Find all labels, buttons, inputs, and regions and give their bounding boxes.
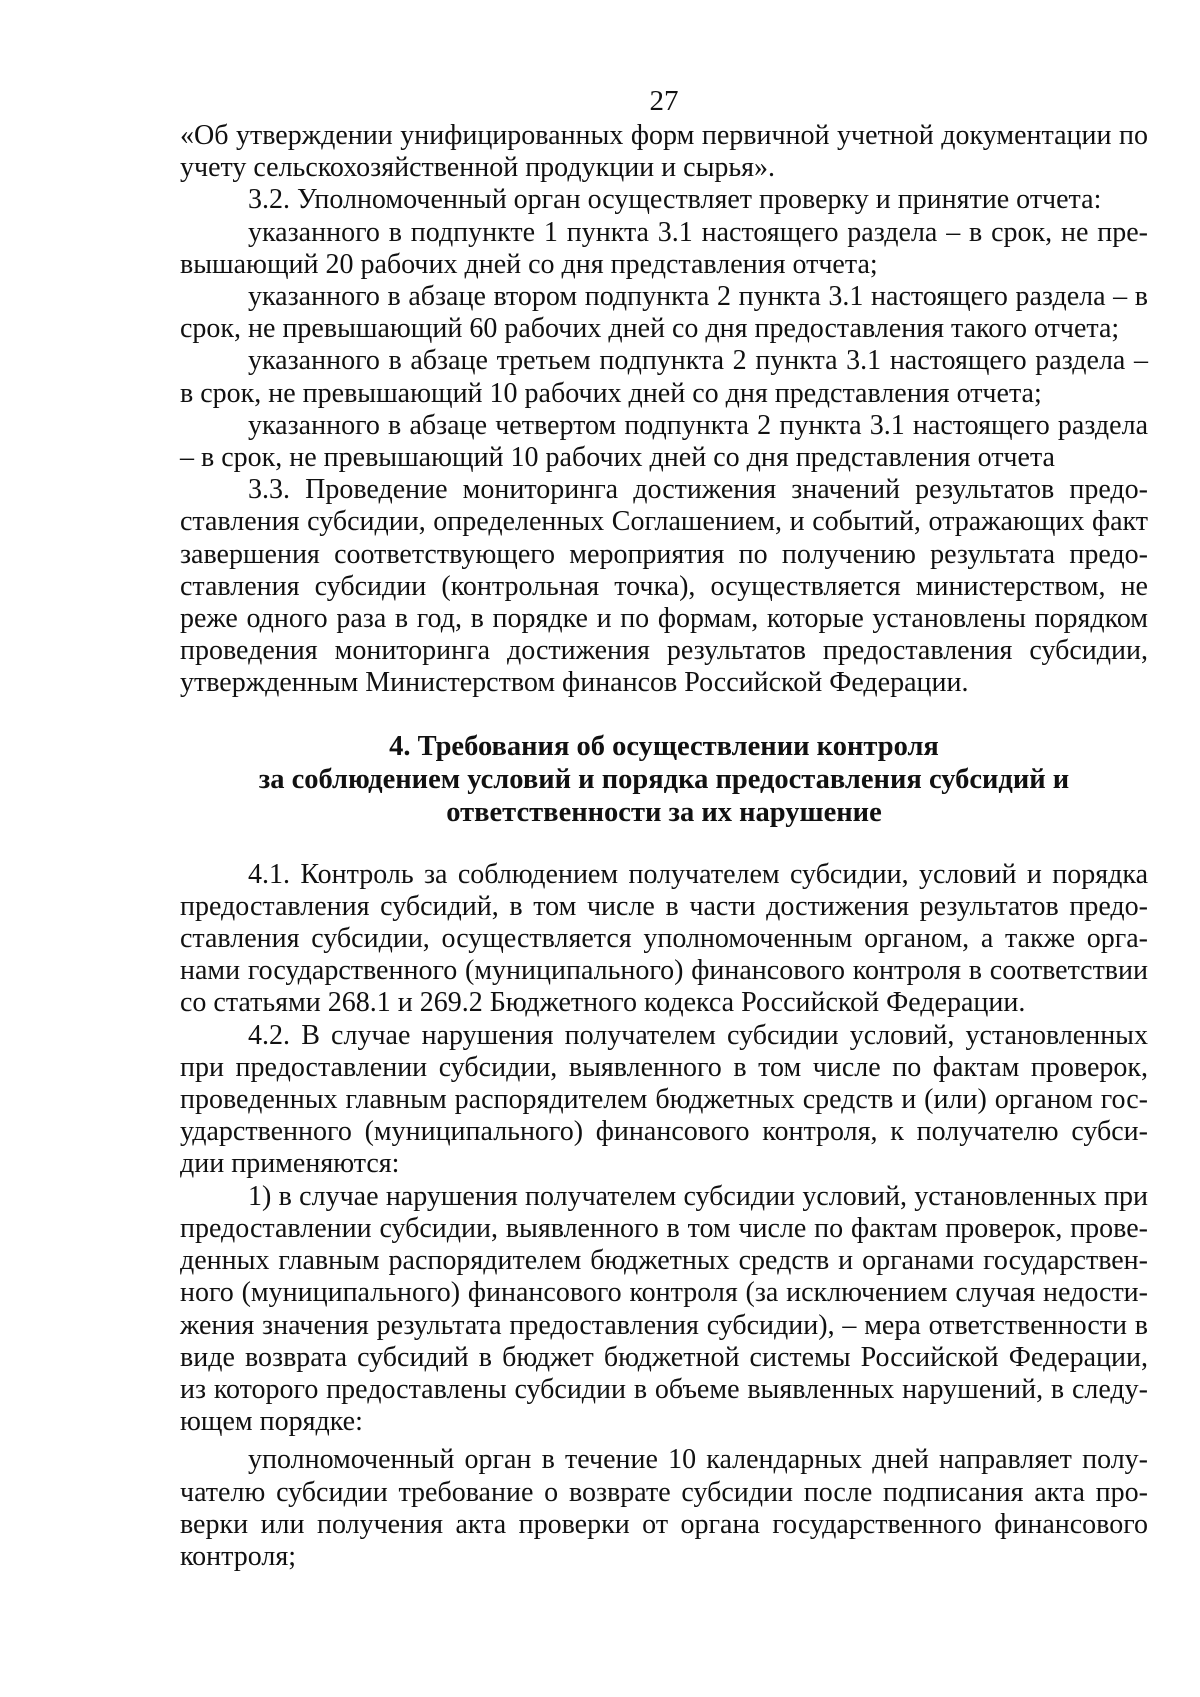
paragraph-3-2-item-3: указанного в абзаце третьем подпункта 2 пункта 3.1 настоящего раздела – в срок, не превышающий 10 рабочих дней со дня представления отчета; [180,345,1148,409]
document-body [180,120,1148,1573]
section-heading [180,730,1148,829]
paragraph-3-2: 3.2. Уполномоченный орган осуществляет проверку и принятие отчета: [248,184,1102,216]
section-heading-line-2: за соблюдением условий и порядка предоставления субсидий и [258,763,1070,795]
paragraph-4-1: 4.1. Контроль за соблюдением получателем субсидии, условий и порядка предоставления субсидий, в том числе в части достижения результатов предоставления субсидии, осуществляется уполномоченным органом, а также органами государственного (муниципального) финансового контроля в соответствии со статьями 268.1 и 269.2 Бюджетного кодекса Российской Федерации. [180,858,1148,1019]
heading-spacer [180,829,1148,859]
paragraph-3-2-item-1: указанного в подпункте 1 пункта 3.1 настоящего раздела – в срок, не превышающий 20 рабочих дней со дня представления отчета; [180,216,1148,280]
section-heading-line-1: 4. Требования об осуществлении контроля [389,730,939,762]
page-number: 27 [649,85,679,117]
paragraph-4-2: 4.2. В случае нарушения получателем субсидии условий, установленных при предоставлении субсидии, выявленного в том числе по фактам проверок, проведенных главным распорядителем бюджетных средств и (или) органом государственного (муниципального) финансового контроля, к получателю субсидии применяются: [180,1019,1148,1180]
paragraph-3-2-item-4: указанного в абзаце четвертом подпункта 2 пункта 3.1 настоящего раздела – в срок, не превышающий 10 рабочих дней со дня представления отчета [180,409,1148,474]
paragraph-4-2-procedure: уполномоченный орган в течение 10 календарных дней направляет получателю субсидии требование о возврате субсидии после подписания акта проверки или получения акта проверки от органа государственного финансового контроля; [180,1444,1148,1572]
paragraph-form-reference: «Об утверждении унифицированных форм первичной учетной документации по учету сельскохозяйственной продукции и сырья». [180,120,1148,184]
paragraph-3-3: 3.3. Проведение мониторинга достижения значений результатов предоставления субсидии, определенных Соглашением, и событий, отражающих факт завершения соответствующего мероприятия по получению результата предоставления субсидии (контрольная точка), осуществляется министерством, не реже одного раза в год, в порядке и по формам, которые установлены порядком проведения мониторинга достижения результатов предоставления субсидии, утвержденным Министерством финансов Российской Федерации. [180,474,1148,699]
paragraph-3-2-item-2: указанного в абзаце втором подпункта 2 пункта 3.1 настоящего раздела – в срок, не превышающий 60 рабочих дней со дня предоставления такого отчета; [180,281,1148,345]
paragraph-4-2-item-1: 1) в случае нарушения получателем субсидии условий, установленных при предоставлении субсидии, выявленного в том числе по фактам проверок, проведенных главным распорядителем бюджетных средств и органами государственного (муниципального) финансового контроля (за исключением случая недостижения значения результата предоставления субсидии), – мера ответственности в виде возврата субсидий в бюджет бюджетной системы Российской Федерации, из которого предоставлены субсидии в объеме выявленных нарушений, в следующем порядке: [180,1180,1148,1438]
section-heading-line-3: ответственности за их нарушение [446,796,882,828]
